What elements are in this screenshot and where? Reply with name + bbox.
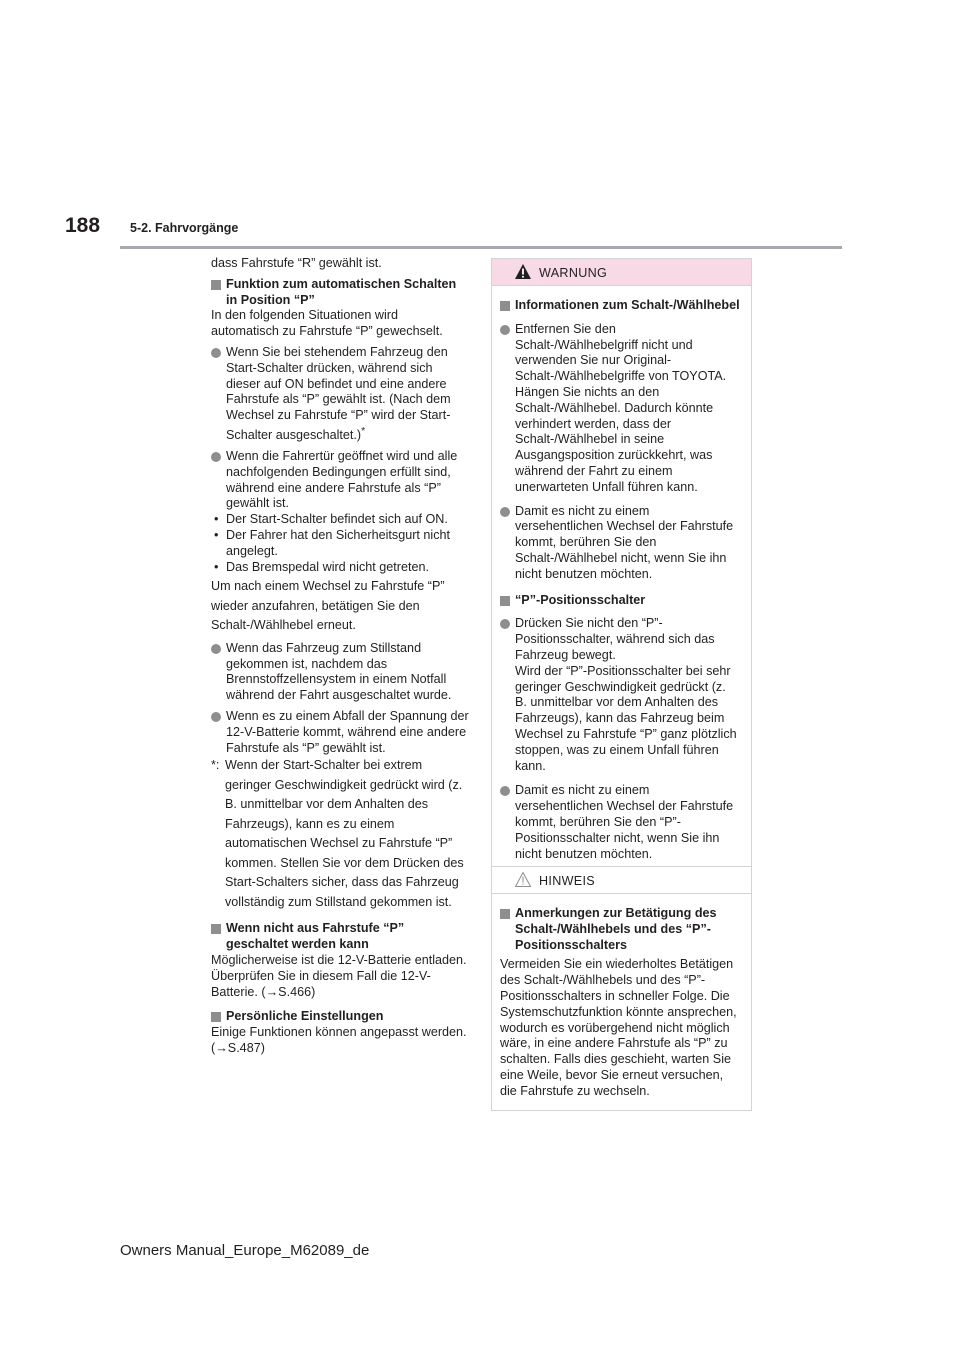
list-item: Damit es nicht zu einem versehentlichen Wechsel der Fahrstufe kommt, berühren Sie den “P”-Positionsschalter nicht, wenn Sie ihn nicht benutzen möchten.: [500, 783, 741, 862]
intro-text: dass Fahrstufe “R” gewählt ist.: [211, 256, 382, 270]
heading-shift-lever: Informationen zum Schalt-/Wählhebel: [500, 298, 741, 314]
notice-header: [492, 867, 751, 894]
heading-operation-notes: Anmerkungen zur Betätigung des Schalt-/Wählhebels und des “P”-Positionsschalters: [500, 906, 741, 953]
left-column: [211, 256, 469, 1057]
footer-text: Owners Manual_Europe_M62089_de: [120, 1242, 370, 1259]
section-title: 5-2. Fahrvorgänge: [130, 221, 239, 235]
warning-body: [492, 286, 751, 872]
footnote: *: Wenn der Start-Schalter bei extrem geringer Geschwindigkeit gedrückt wird (z. B. unmittelbar vor dem Anhalten des Fahrzeugs), kann es zu einem automatischen Wechsel zu Fahrstufe “P” kommen. Stellen Sie vor dem Drücken des Start-Schalters sicher, dass das Fahrzeug vollständig zum Stillstand gekommen ist.: [211, 758, 464, 909]
warning-header: [492, 259, 751, 286]
warning-triangle-icon: [514, 263, 532, 285]
sub-list-item: • Der Fahrer hat den Sicherheitsgurt nicht angelegt.: [211, 528, 469, 560]
list-item: Drücken Sie nicht den “P”-Positionsschalter, während sich das Fahrzeug bewegt. Wird der “P”-Positionsschalter bei sehr geringer Geschwindigkeit gedrückt (z. B. unmittelbar vor dem Anhalten des Fahrzeugs), kann das Fahrzeug beim Wechsel zu Fahrstufe “P” ganz plötzlich stoppen, was zu einem Unfall führen kann.: [500, 616, 741, 774]
auto-park-text: In den folgenden Situationen wird automatisch zu Fahrstufe “P” gewechselt.: [211, 308, 443, 339]
heading-p-switch: “P”-Positionsschalter: [500, 593, 741, 609]
list-item: Wenn die Fahrertür geöffnet wird und alle nachfolgenden Bedingungen erfüllt sind, während eine andere Fahrstufe als “P” gewählt ist.: [211, 449, 469, 512]
list-item: Wenn Sie bei stehendem Fahrzeug den Start-Schalter drücken, während sich dieser auf ON befindet und eine andere Fahrstufe als “P” gewählt ist. (Nach dem Wechsel zu Fahrstufe “P” wird der Start-Schalter ausgeschaltet.)*: [211, 345, 469, 444]
page-number: 188: [65, 214, 101, 237]
notice-box: [491, 866, 752, 1111]
sub-list-item: • Das Bremspedal wird nicht getreten.: [211, 560, 469, 576]
warning-box: [491, 258, 752, 873]
warning-label: WARNUNG: [539, 266, 608, 280]
notice-text: Vermeiden Sie ein wiederholtes Betätigen des Schalt-/Wählhebels und des “P”-Positionsschalters in schneller Folge. Die Systemschutzfunktion könnte ansprechen, wodurch es vorübergehend nicht möglich wäre, in eine andere Fahrstufe als “P” zu schalten. Falls dies geschieht, warten Sie eine Weile, bevor Sie erneut versuchen, die Fahrstufe zu wechseln.: [500, 957, 737, 1098]
list-item: Entfernen Sie den Schalt-/Wählhebelgriff nicht und verwenden Sie nur Original-Schalt-/Wählhebelgriffe von TOYOTA. Hängen Sie nichts an den Schalt-/Wählhebel. Dadurch könnte verhindert werden, dass der Schalt-/Wählhebel in seine Ausgangsposition zurückkehrt, was während der Fahrt zu einem unerwarteten Unfall führen kann.: [500, 322, 741, 496]
list-item: Damit es nicht zu einem versehentlichen Wechsel der Fahrstufe kommt, berühren Sie den Schalt-/Wählhebel nicht, wenn Sie ihn nicht benutzen möchten.: [500, 504, 741, 583]
restart-text: Um nach einem Wechsel zu Fahrstufe “P” wieder anzufahren, betätigen Sie den Schalt-/Wählhebel erneut.: [211, 579, 445, 633]
personal-settings-text: Einige Funktionen können angepasst werden. (→S.487): [211, 1025, 467, 1055]
heading-auto-park: Funktion zum automatischen Schalten in Position “P”: [211, 277, 469, 309]
caution-triangle-icon: [514, 871, 532, 893]
cannot-shift-text: Möglicherweise ist die 12-V-Batterie entladen. Überprüfen Sie in diesem Fall die 12-V-Batterie. (→S.466): [211, 953, 467, 999]
notice-label: HINWEIS: [539, 874, 595, 888]
sub-list-item: • Der Start-Schalter befindet sich auf ON.: [211, 512, 469, 528]
footnote-ref: *: [361, 424, 366, 437]
notice-body: [492, 894, 751, 1110]
list-item: Wenn das Fahrzeug zum Stillstand gekommen ist, nachdem das Brennstoffzellensystem in einem Notfall während der Fahrt ausgeschaltet wurde.: [211, 641, 469, 704]
heading-cannot-shift: Wenn nicht aus Fahrstufe “P” geschaltet werden kann: [211, 921, 469, 953]
heading-personal-settings: Persönliche Einstellungen: [211, 1009, 469, 1025]
footnote-mark: *:: [211, 758, 220, 773]
list-item: Wenn es zu einem Abfall der Spannung der 12-V-Batterie kommt, während eine andere Fahrstufe als “P” gewählt ist.: [211, 709, 469, 756]
